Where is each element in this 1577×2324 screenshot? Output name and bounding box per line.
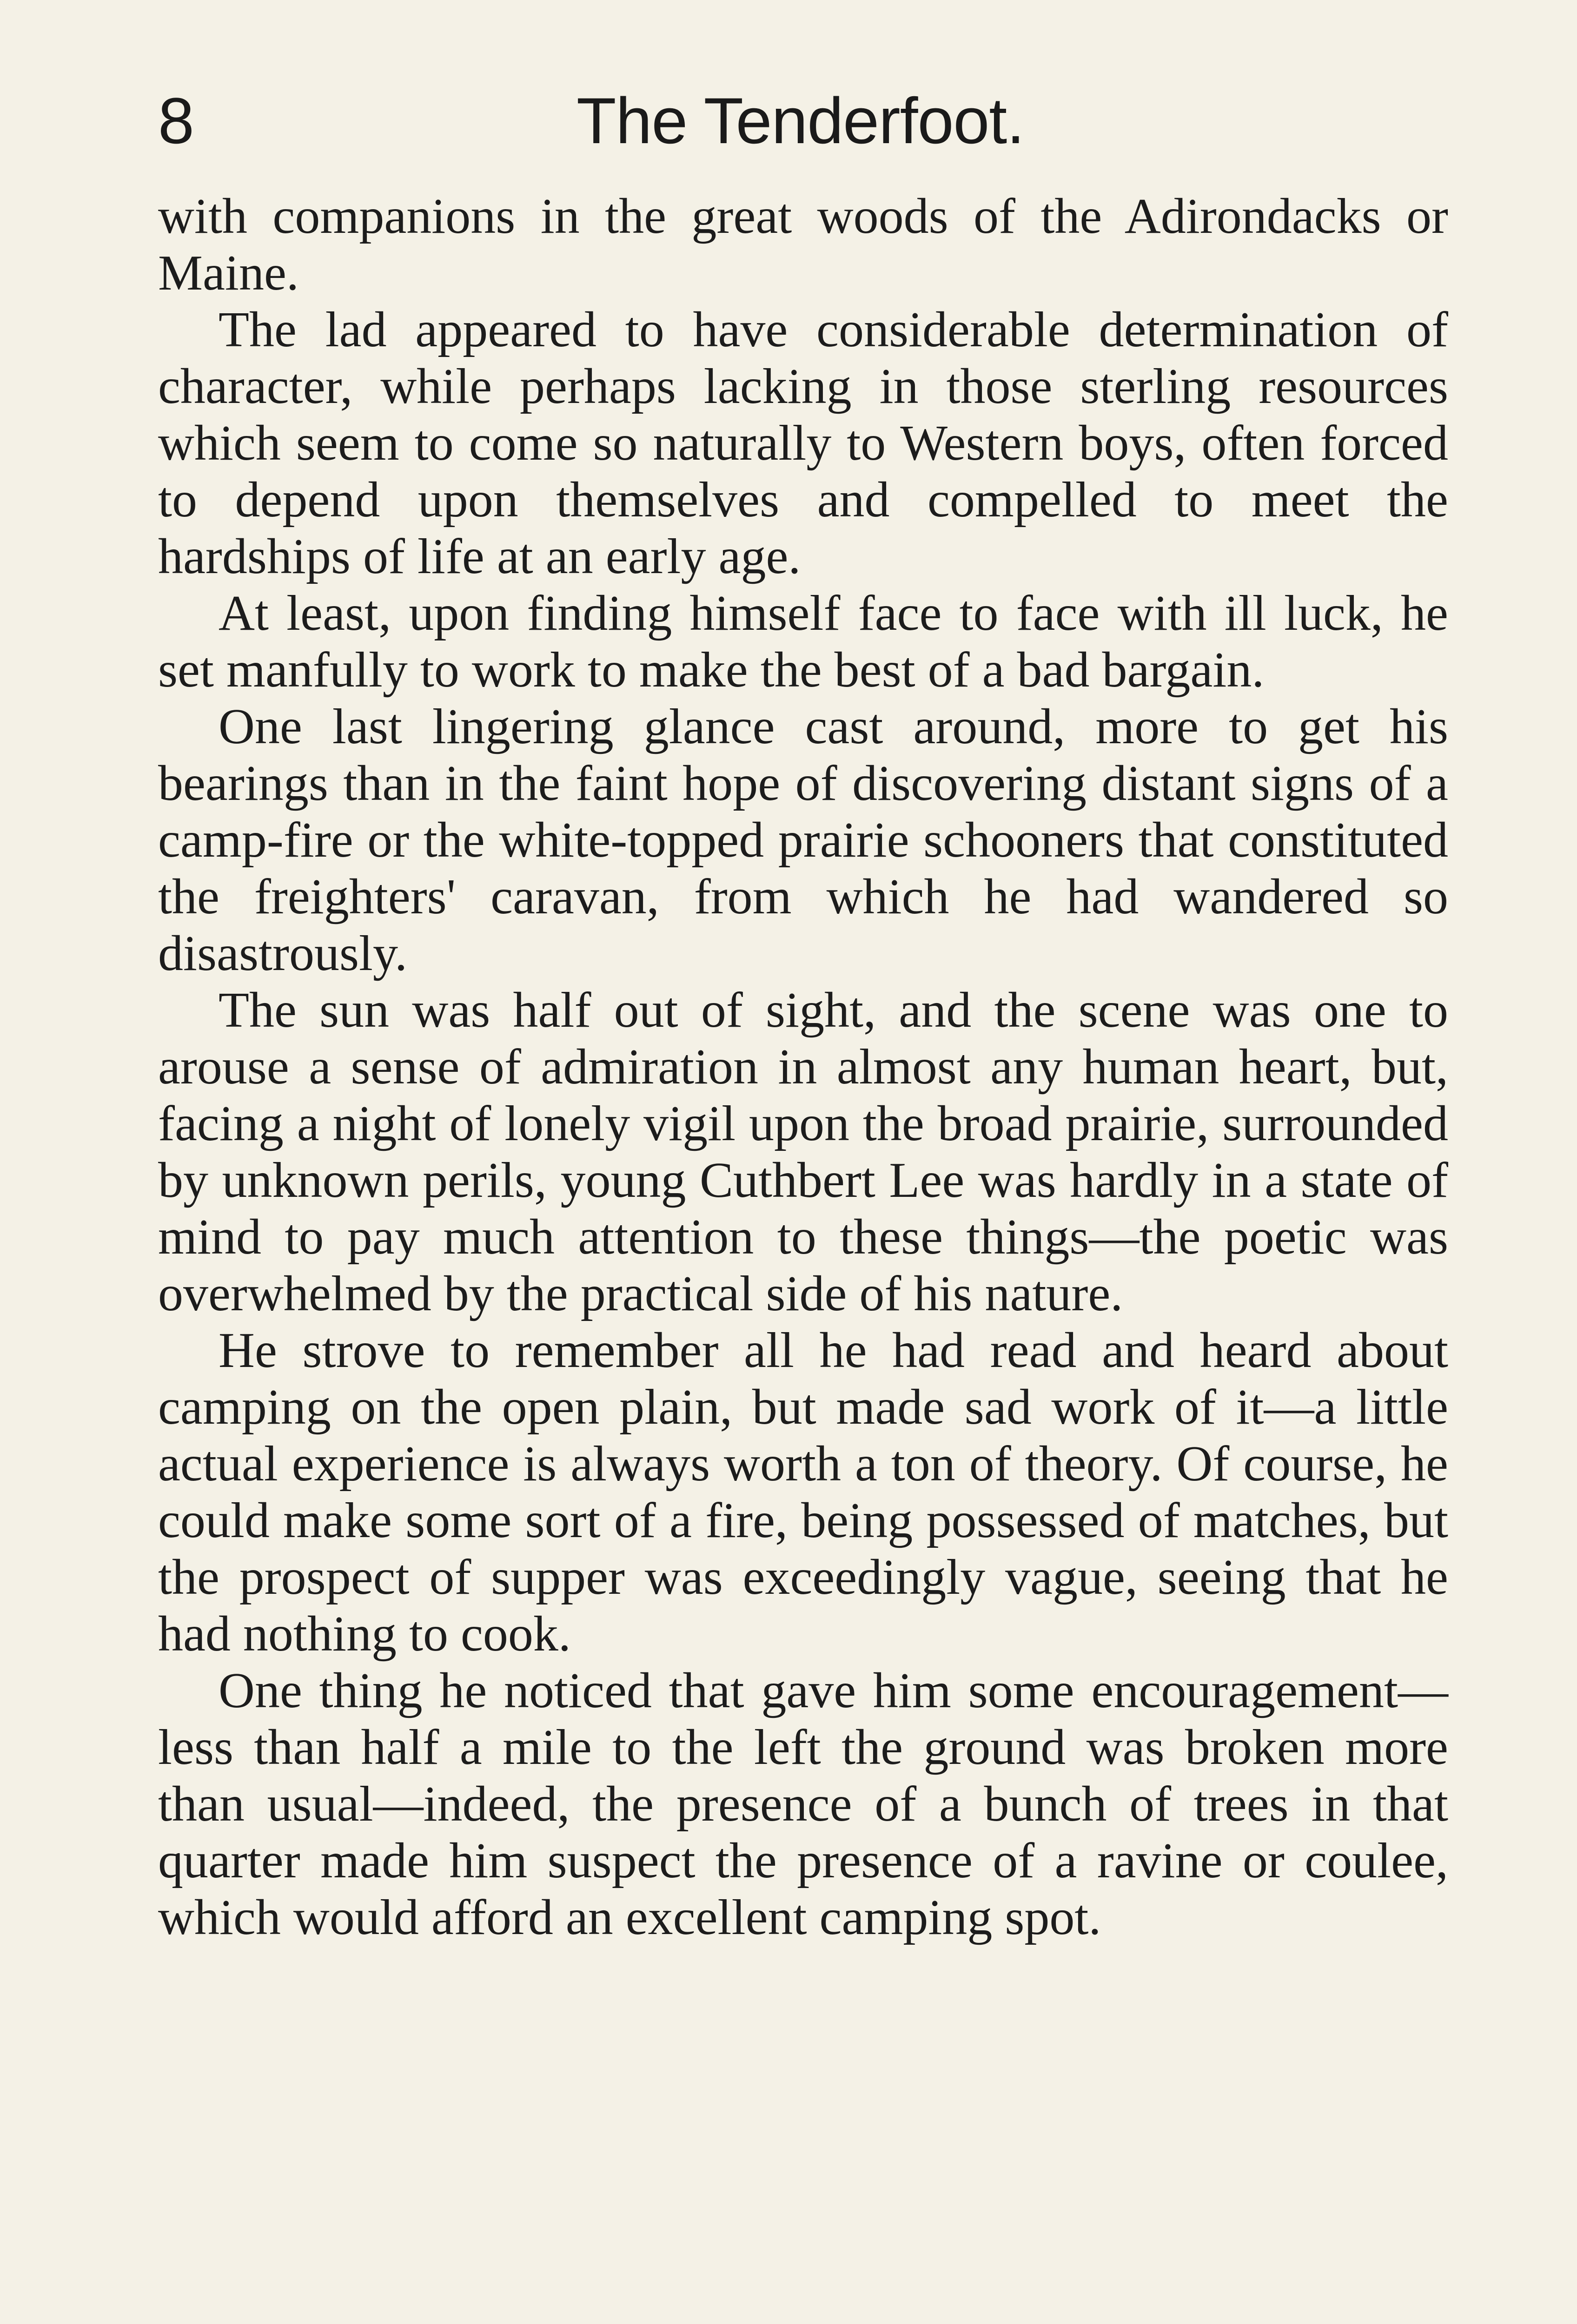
page-header — [158, 81, 1451, 160]
paragraph: He strove to remember all he had read and heard about camping on the open plain, but made sad work of it—a little actual experience is always worth a ton of theory. Of course, he could make some sort of a fire, being possessed of matches, but the prospect of supper was exceedingly vague, seeing that he had nothing to cook. — [158, 1323, 1448, 1662]
running-title: The Tenderfoot. — [576, 84, 1025, 157]
paragraph-continuation: with companions in the great woods of the Adirondacks or Maine. — [158, 189, 1448, 301]
paragraph: One thing he noticed that gave him some encouragement—less than half a mile to the left the ground was broken more than usual—indeed, the presence of a bunch of trees in that quarter made him suspect the presence of a ravine or coulee, which would afford an excellent camping spot. — [158, 1663, 1448, 1945]
body-text — [158, 188, 1448, 1946]
paragraph: The lad appeared to have considerable determination of character, while perhaps lacking in those sterling resources which seem to come so naturally to Western boys, often forced to depend upon themselves and compelled to meet the hardships of life at an early age. — [158, 302, 1448, 584]
paragraph: One last lingering glance cast around, more to get his bearings than in the faint hope of discovering distant signs of a camp-fire or the white-topped prairie schooners that constituted the freighters' caravan, from which he had wandered so disastrously. — [158, 699, 1448, 981]
page-number: 8 — [158, 84, 194, 157]
paragraph: At least, upon finding himself face to face with ill luck, he set manfully to work to make the best of a bad bargain. — [158, 586, 1448, 698]
paragraph: The sun was half out of sight, and the scene was one to arouse a sense of admiration in almost any human heart, but, facing a night of lonely vigil upon the broad prairie, surrounded by unknown perils, young Cuthbert Lee was hardly in a state of mind to pay much attention to these things—the poetic was overwhelmed by the practical side of his nature. — [158, 983, 1448, 1321]
